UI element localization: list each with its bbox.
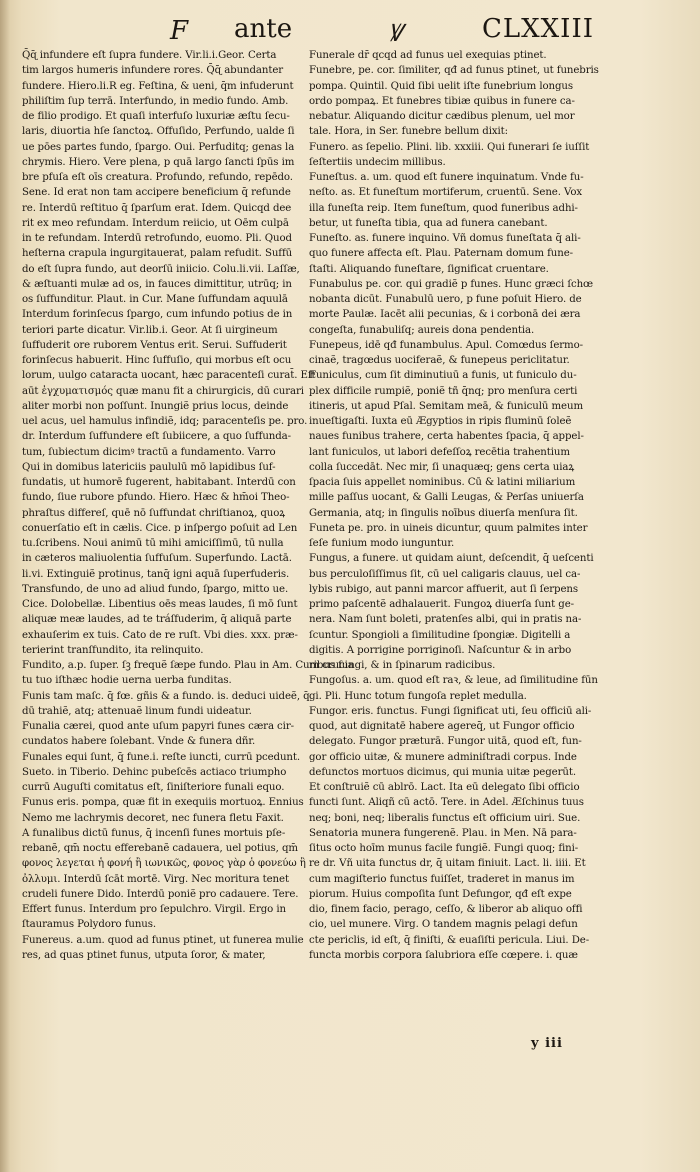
text-line: bre pfuſa eſt oīs creatura. Profundo, refundo, repēdo. xyxy=(22,172,293,183)
text-line: functi ſunt. Aliqñ cū actō. Tere. in Adel. Æſchinus tuus xyxy=(309,797,584,809)
text-line: ſeſtertiis undecim millibus. xyxy=(309,156,446,168)
text-line: lorum, uulgo cataracta uocant, hæc paracenteſi curat̄. Eſt xyxy=(22,370,316,382)
text-line: aliquæ meæ laudes, ad te tráſfuderim, q̄ aliquā parte xyxy=(22,614,292,626)
text-line: uel acus, uel hamulus infindiẽ, idq; paracenteſis pe. pro. xyxy=(22,416,308,427)
text-line: re dr. Vñ uita functus dr, q̄ uitam finiuit. Lact. li. iiii. Et xyxy=(309,858,586,870)
text-line: Germania, atq; in ſingulis noībus diuerſa menſura ſit. xyxy=(309,507,578,519)
text-line: chrymis. Hiero. Vere plena, p quā largo ſancti ſpūs im xyxy=(22,156,295,168)
text-line: ſeſe funium modo iunguntur. xyxy=(309,538,455,549)
text-line: cum magiſterio functus fuiſſet, traderet in manus im xyxy=(309,873,575,885)
text-line: conuerſatio eſt in cælis. Cice. p inſpergo poſuit ad Len xyxy=(22,522,298,534)
running-head xyxy=(170,14,610,50)
text-line: quo funere affecta eſt. Plau. Paternam domum fune- xyxy=(309,248,573,260)
text-line: plex difficile rumpiẽ, poniẽ tñ q̄nq; pro menſura certi xyxy=(309,385,578,397)
left-text-column xyxy=(22,48,354,963)
text-line: tim largos humeris infundere rores. Q̄ɋ̄ abundanter xyxy=(22,65,284,77)
text-line: Funales equi ſunt, q̄ fune.i. reſte iuncti, currū pcedunt. xyxy=(22,751,301,763)
text-line: Et conſtruiẽ cū ablrō. Lact. Ita eū delegato ſibi officio xyxy=(309,782,580,793)
text-line: Funalia cærei, quod ante uſum papyri funes cæra cir- xyxy=(22,721,294,732)
text-line: Funeſtus. a. um. quod eſt funere inquinatum. Vnde fu- xyxy=(309,172,584,183)
text-line: illa funeſta reip. Item funeſtum, quod funeribus adhi- xyxy=(309,202,578,214)
text-line: terierint tranſfundito, ita relinquito. xyxy=(22,644,204,656)
text-line: teriori parte dicatur. Vir.lib.i. Geor. At ſi uirgineum xyxy=(22,324,278,336)
text-line: functa morbis corpora ſalubriora eſſe cœpere. i. quæ xyxy=(309,949,578,961)
text-line: Funus eris. pompa, quæ fit in exequiis mortuoꝝ. Ennius xyxy=(22,797,304,809)
text-line: Qui in domibus latericiis paululū mō lapidibus ſuf- xyxy=(22,461,276,473)
text-line: fundo, ſiue rubore pfundo. Hiero. Hæc & hm̄oi Theo- xyxy=(22,492,290,504)
text-line: Fungus, a funere. ut quidam aiunt, deſcendit, q̄ ueſcenti xyxy=(309,553,594,565)
text-line: rebanẽ, qm̄ noctu efferebanẽ cadauera, uel potius, qm̄ xyxy=(22,843,298,854)
text-line: nebatur. Aliquando dicitur cædibus plenum, uel mor xyxy=(309,111,575,122)
text-line: in cæteros maliuolentia ſuffuſum. Superfundo. Lactā. xyxy=(22,553,292,565)
text-line: tu tuo iſthæc hodie uerna uerba funditas. xyxy=(22,675,232,687)
text-line: Senatoria munera fungerenẽ. Plau. in Men. Nā para- xyxy=(309,827,577,839)
text-line: colla ſuccedāt. Nec mir, ſi unaquæq; gens certa uiaꝝ xyxy=(309,461,575,473)
text-line: ſtauramus Polydoro funus. xyxy=(22,919,157,931)
text-line: Funis tam maſc. q̄ fœ. gñis & a fundo. is. deduci uideẽ, q̄ xyxy=(22,690,310,702)
text-line: os ſuffunditur. Plaut. in Cur. Mane ſuffundam aquulā xyxy=(22,294,288,305)
text-line: A funalibus dictū funus, q̄ incenſi funes mortuis pſe- xyxy=(22,827,286,839)
text-line: Effert funus. Interdum pro ſepulchro. Virgil. Ergo in xyxy=(22,904,286,915)
folio-number: CLXXIII xyxy=(482,14,594,44)
text-line: dr. Interdum ſuffundere eſt ſubiicere, a quo ſuffunda- xyxy=(22,431,292,443)
text-line: Interdum forinſecus ſpargo, cum infundo potius de in xyxy=(22,309,293,321)
text-line: delegato. Fungor præturā. Fungor uitā, quod eſt, fun- xyxy=(309,736,582,748)
text-line: ſtaſti. Aliquando funeſtare, ſignificat cruentare. xyxy=(309,263,549,275)
text-line: gi. Pli. Hunc totum fungoſa replet medulla. xyxy=(309,690,527,702)
text-line: ue pōes partes fundo, ſpargo. Oui. Perfuditq; genas la xyxy=(22,141,295,153)
text-line: laris, diuortia hſe ſanctoꝝ. Offuſido, Perfundo, ualde ſi xyxy=(22,126,295,138)
text-line: betur, ut funeſta tibia, qua ad funera canebant. xyxy=(309,217,548,229)
running-head-word: ante xyxy=(234,14,293,44)
text-line: pompa. Quintil. Quid ſibi uelit iſte funebrium longus xyxy=(309,80,574,92)
text-line: Fungoſus. a. um. quod eſt raꝛ, & leue, ad ſimilitudine fūn xyxy=(309,675,598,687)
text-line: Cice. Dolobellæ. Libentius oēs meas laudes, ſi mō ſunt xyxy=(22,599,298,610)
text-line: piorum. Huius compoſita ſunt Defungor, qđ eſt expe xyxy=(309,888,572,900)
text-line: & æſtuanti mulæ ad os, in fauces dimittitur, utrūq; in xyxy=(22,278,292,290)
text-line: naues funibus trahere, certa habentes ſpacia, q̄ appel- xyxy=(309,431,584,443)
text-line: quod, aut dignitatē habere agereq̄, ut Fungor officio xyxy=(309,721,575,732)
text-line: de filio prodigo. Et quaſi interfuſo luxuriæ æſtu ſecu- xyxy=(22,111,290,122)
text-line: ordo pompaꝝ. Et funebres tibiæ quibus in funere ca- xyxy=(309,95,575,107)
text-line: ribus fungi, & in ſpinarum radicibus. xyxy=(309,660,496,671)
text-line: morte Paulæ. Iacēt alii pecunias, & i corbonā dei æra xyxy=(309,309,581,321)
text-line: fundere. Hiero.li.R eg. Feſtina, & ueni, q̄m infuderunt xyxy=(22,80,294,92)
text-line: aūt ἐγχυματισμός quæ manu fit a chirurgicis, dū curari xyxy=(22,385,304,397)
text-line: Funepeus, idē qđ funambulus. Apul. Comœdus ſermo- xyxy=(309,339,583,351)
text-line: ſpacia ſuis appellet nominibus. Cū & latini miliarium xyxy=(309,477,576,488)
text-line: rit ex meo refundam. Interdum reiicio, ut Oēm culpā xyxy=(22,217,289,229)
text-line: in te refundam. Interdū retrofundo, euomo. Pli. Quod xyxy=(22,233,292,244)
text-line: re. Interdū reſtituo q̄ ſparſum erat. Idem. Quicqd dee xyxy=(22,202,292,214)
text-line: dio, finem facio, perago, ceſſo, & liberor ab aliquo offi xyxy=(309,904,583,915)
text-line: primo paſcentẽ adhalauerit. Fungoꝝ diuerſa ſunt ge- xyxy=(309,599,574,610)
text-line: Funerale dr̄ qcqd ad funus uel exequias ptinet. xyxy=(309,50,547,61)
text-line: ſuffuderit ore ruborem Ventus erit. Serui. Suffuderit xyxy=(22,339,287,351)
text-line: lant funiculos, ut labori defeſſoꝝ recētia trahentium xyxy=(309,446,570,458)
text-line: philiſtim ſup terrā. Interfundo, in medio fundo. Amb. xyxy=(22,95,289,107)
text-line: currū Auguſti comitatus eſt, ſiniſteriore funali equo. xyxy=(22,782,285,793)
text-line: φονος λεγεται ἡ φονή ἢ ιωνικῶς, φονος γὰρ ὁ φονεύω ἢ xyxy=(22,858,306,870)
text-line: Nemo me lachrymis decoret, nec funera fletu Faxit. xyxy=(22,812,284,824)
text-line: defunctos mortuos dicimus, qui munia uitæ pegerūt. xyxy=(309,766,576,778)
text-line: neq; boni, neq; liberalis functus eſt officium uiri. Sue. xyxy=(309,812,581,824)
text-line: crudeli funere Dido. Interdū poniẽ pro cadauere. Tere. xyxy=(22,888,299,900)
text-line: nera. Nam ſunt boleti, pratenſes albi, qui in pratis na- xyxy=(309,614,582,626)
text-line: cundatos habere ſolebant. Vnde & funera dñr. xyxy=(22,736,256,748)
text-line: Funeta pe. pro. in uineis dicuntur, quum palmites inter xyxy=(309,522,588,534)
text-line: Sueto. in Tiberio. Dehinc pubeſcēs actiaco triumpho xyxy=(22,766,287,778)
text-line: bus perculoſiſſimus ſit, cū uel caligaris clauus, uel ca- xyxy=(309,568,581,580)
gutter-shadow xyxy=(0,0,10,1172)
text-line: Transfundo, de uno ad aliud fundo, ſpargo, mitto ue. xyxy=(22,583,289,595)
text-line: cinaẽ, tragœdus uociferaẽ, & funepeus periclitatur. xyxy=(309,355,570,366)
text-line: heſterna crapula ingurgitauerat, palam refudit. Suffū xyxy=(22,248,293,260)
text-line: Funebre, pe. cor. ſimiliter, qđ ad funus ptinet, ut funebris xyxy=(309,65,599,77)
text-line: neſto. as. Et funeſtum mortiferum, cruentū. Sene. Vox xyxy=(309,187,582,199)
text-line: do eſt ſupra fundo, aut deorſū iniicio. Colu.li.vii. Laſſæ, xyxy=(22,263,300,275)
text-line: digitis. A porrigine porriginoſi. Naſcuntur & in arbo xyxy=(309,644,572,656)
text-line: tu.ſcribens. Noui animū tū mihi amiciſſimū, tū nulla xyxy=(22,538,284,549)
text-line: dū trahiẽ, atq; attenuaẽ linum fundi uideatur. xyxy=(22,705,252,717)
text-line: inueſtigaſti. Iuxta eū Ægyptios in ripis fluminū ſoleẽ xyxy=(309,416,572,427)
text-line: tale. Hora, in Ser. funebre bellum dixit: xyxy=(309,126,508,138)
text-line: nobanta dicūt. Funabulū uero, p fune poſuit Hiero. de xyxy=(309,294,582,305)
right-text-column xyxy=(309,48,627,963)
text-line: Sene. Id erat non tam accipere beneficium q̄ refunde xyxy=(22,187,291,199)
text-line: congeſta, funabuliſq; aureis dona pendentia. xyxy=(309,324,535,336)
text-line: gor officio uitæ, & munere adminiſtradi corpus. Inde xyxy=(309,751,577,763)
text-line: Fundito, a.p. ſuper. ſꝫ frequẽ ſæpe fundo. Plau in Am. Cum crucia xyxy=(22,660,354,671)
text-line: phraſtus differeſ, quē nō ſuffundat chriſtianoꝝ, quoꝝ xyxy=(22,507,286,519)
text-line: itineris, ut apud Pſal. Semitam meā, & funiculū meum xyxy=(309,400,584,412)
text-line: Funabulus pe. cor. qui gradiẽ p funes. Hunc græci ſchœ xyxy=(309,278,594,290)
text-line: lybis rubigo, aut panni marcor affuerit, aut ſi ſerpens xyxy=(309,583,578,595)
text-line: ὀλλυμι. Interdū ſcāt mortē. Virg. Nec moritura tenet xyxy=(22,873,289,885)
text-line: Funero. as ſepelio. Plini. lib. xxxiii. Qui funerari ſe iuſſit xyxy=(309,141,590,153)
text-line: Funereus. a.um. quod ad funus ptinet, ut funerea mulie xyxy=(22,934,304,946)
text-line: fundatis, ut humorē fugerent, habitabant. Interdū con xyxy=(22,477,296,488)
text-line: res, ad quas ptinet funus, utputa ſoror, & mater, xyxy=(22,949,266,961)
text-line: Q̄ɋ̄ infundere eſt ſupra fundere. Vir.li.i.Geor. Certa xyxy=(22,50,277,61)
text-line: exhauſerim ex tuis. Cato de re ruſt. Vbi dies. xxx. præ- xyxy=(22,629,298,641)
text-line: ſcuntur. Spongioli a ſimilitudine ſpongiæ. Digitelli a xyxy=(309,629,571,641)
text-line: li.vi. Extinguiẽ protinus, tanq̄ igni aquā ſuperfuderis. xyxy=(22,568,290,580)
text-line: Fungor. eris. functus. Fungi ſignificat uti, ſeu officiū ali- xyxy=(309,705,592,717)
text-line: mille paſſus uocant, & Galli Leugas, & Perſas uniuerſa xyxy=(309,492,584,504)
signature-mark: y iii xyxy=(531,1036,563,1051)
running-head-signature: F xyxy=(170,16,189,46)
text-line: cio, uel munere. Virg. O tandem magnis pelagi defun xyxy=(309,919,578,931)
text-line: forinſecus habuerit. Hinc ſuffuſio, qui morbus eſt ocu xyxy=(22,355,292,366)
running-head-flourish: Ꝟ xyxy=(388,19,403,47)
text-line: Funeſto. as. funere inquino. Vñ domus funeſtata q̄ ali- xyxy=(309,233,581,244)
text-line: tum, ſubiectum dicimꝰ tractū a fundamento. Varro xyxy=(22,446,276,458)
text-line: ſitus octo hoīm munus facile fungiẽ. Fungi quoq; fini- xyxy=(309,843,579,854)
text-line: aliter morbi non poſſunt. Inungiẽ prius locus, deinde xyxy=(22,400,289,412)
text-line: cte periclis, id eſt, q̄ finiſti, & euaſiſti pericula. Liui. De- xyxy=(309,934,590,946)
text-line: Funiculus, cum ſit diminutiuū a funis, ut funiculo du- xyxy=(309,370,577,382)
